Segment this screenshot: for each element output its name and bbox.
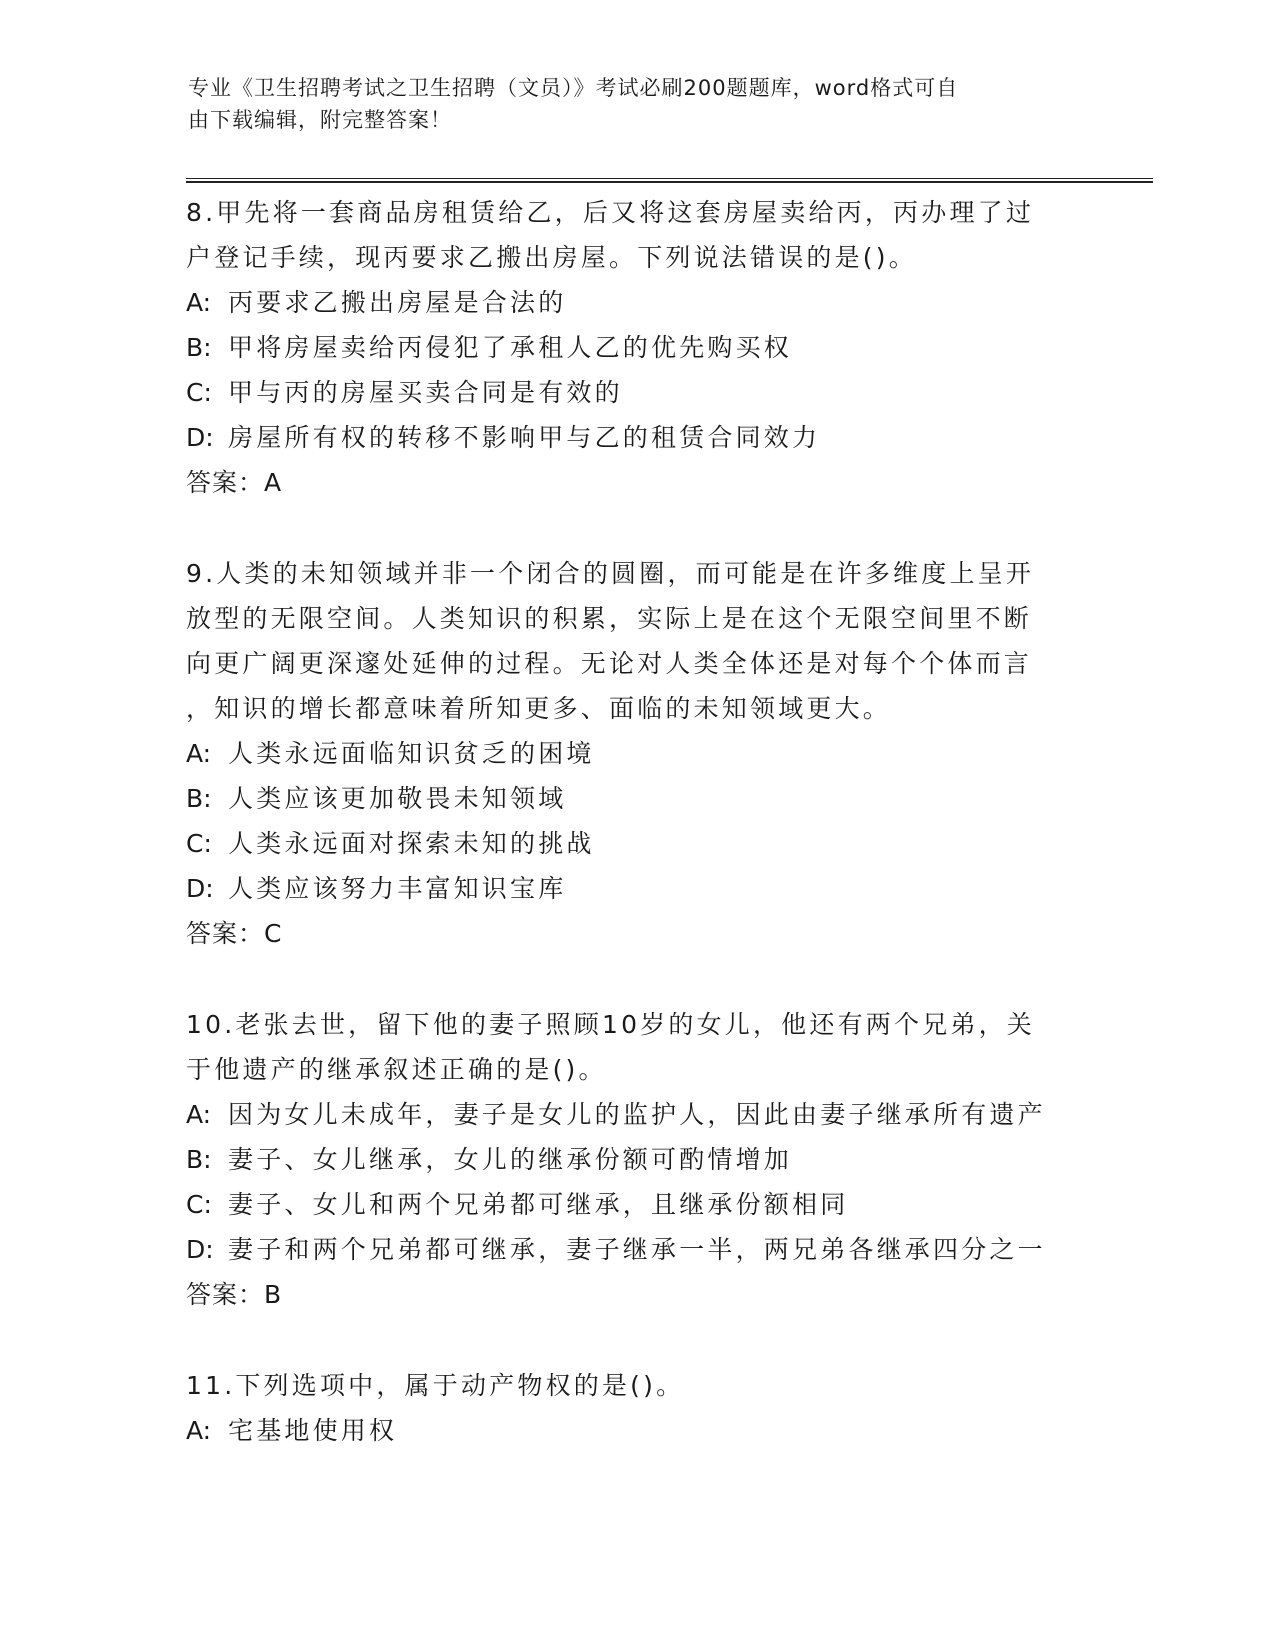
option-label: A: — [186, 1100, 212, 1129]
option-b — [186, 1137, 1086, 1182]
question-stem-line: ，知识的增长都意味着所知更多、面临的未知领域更大。 — [186, 694, 892, 723]
question-list — [186, 190, 1086, 1499]
document-header — [188, 72, 1068, 136]
option-c — [186, 821, 1086, 866]
option-text: 因为女儿未成年，妻子是女儿的监护人，因此由妻子继承所有遗产 — [228, 1100, 1046, 1129]
option-label: C: — [186, 1190, 212, 1219]
option-text: 丙要求乙搬出房屋是合法的 — [228, 288, 567, 317]
header-line-1: 专业《卫生招聘考试之卫生招聘（文员）》考试必刷200题题库，word格式可自 — [188, 76, 959, 100]
question-stem-line: 8.甲先将一套商品房租赁给乙，后又将这套房屋卖给丙，丙办理了过 — [186, 198, 1035, 227]
option-text: 宅基地使用权 — [228, 1416, 398, 1445]
option-d — [186, 866, 1086, 911]
option-b — [186, 325, 1086, 370]
option-text: 人类应该努力丰富知识宝库 — [228, 874, 567, 903]
question-stem-line: 放型的无限空间。人类知识的积累，实际上是在这个无限空间里不断 — [186, 604, 1033, 633]
option-a — [186, 280, 1086, 325]
option-label: D: — [186, 874, 214, 903]
question-stem-line: 户登记手续，现丙要求乙搬出房屋。下列说法错误的是()。 — [186, 243, 917, 272]
option-a — [186, 1092, 1086, 1137]
question-9 — [186, 551, 1086, 956]
header-divider — [186, 178, 1153, 183]
option-label: C: — [186, 829, 212, 858]
option-label: B: — [186, 784, 212, 813]
option-label: A: — [186, 1416, 212, 1445]
option-text: 甲与丙的房屋买卖合同是有效的 — [228, 378, 623, 407]
option-d — [186, 1227, 1086, 1272]
question-stem-line: 9.人类的未知领域并非一个闭合的圆圈，而可能是在许多维度上呈开 — [186, 559, 1035, 588]
option-text: 妻子和两个兄弟都可继承，妻子继承一半，两兄弟各继承四分之一 — [228, 1235, 1046, 1264]
option-label: A: — [186, 288, 212, 317]
option-text: 人类应该更加敬畏未知领域 — [228, 784, 567, 813]
question-stem-line: 11.下列选项中，属于动产物权的是()。 — [186, 1371, 685, 1400]
option-c — [186, 370, 1086, 415]
answer-line: 答案：C — [186, 919, 283, 948]
answer-line: 答案：B — [186, 1280, 283, 1309]
option-text: 房屋所有权的转移不影响甲与乙的租赁合同效力 — [228, 423, 821, 452]
option-text: 甲将房屋卖给丙侵犯了承租人乙的优先购买权 — [228, 333, 793, 362]
option-b — [186, 776, 1086, 821]
question-stem-line: 向更广阔更深邃处延伸的过程。无论对人类全体还是对每个个体而言 — [186, 649, 1033, 678]
option-label: C: — [186, 378, 212, 407]
question-stem-line: 10.老张去世，留下他的妻子照顾10岁的女儿，他还有两个兄弟，关 — [186, 1010, 1035, 1039]
question-11 — [186, 1363, 1086, 1453]
option-label: D: — [186, 423, 214, 452]
question-10 — [186, 1002, 1086, 1317]
option-label: B: — [186, 1145, 212, 1174]
header-line-2: 由下载编辑，附完整答案！ — [188, 108, 452, 132]
option-text: 妻子、女儿和两个兄弟都可继承，且继承份额相同 — [228, 1190, 849, 1219]
option-label: A: — [186, 739, 212, 768]
option-text: 人类永远面对探索未知的挑战 — [228, 829, 595, 858]
option-text: 人类永远面临知识贫乏的困境 — [228, 739, 595, 768]
option-label: D: — [186, 1235, 214, 1264]
option-text: 妻子、女儿继承，女儿的继承份额可酌情增加 — [228, 1145, 793, 1174]
answer-line: 答案：A — [186, 468, 283, 497]
option-a — [186, 731, 1086, 776]
option-c — [186, 1182, 1086, 1227]
option-label: B: — [186, 333, 212, 362]
option-d — [186, 415, 1086, 460]
question-8 — [186, 190, 1086, 505]
question-stem-line: 于他遗产的继承叙述正确的是()。 — [186, 1055, 607, 1084]
option-a — [186, 1408, 1086, 1453]
